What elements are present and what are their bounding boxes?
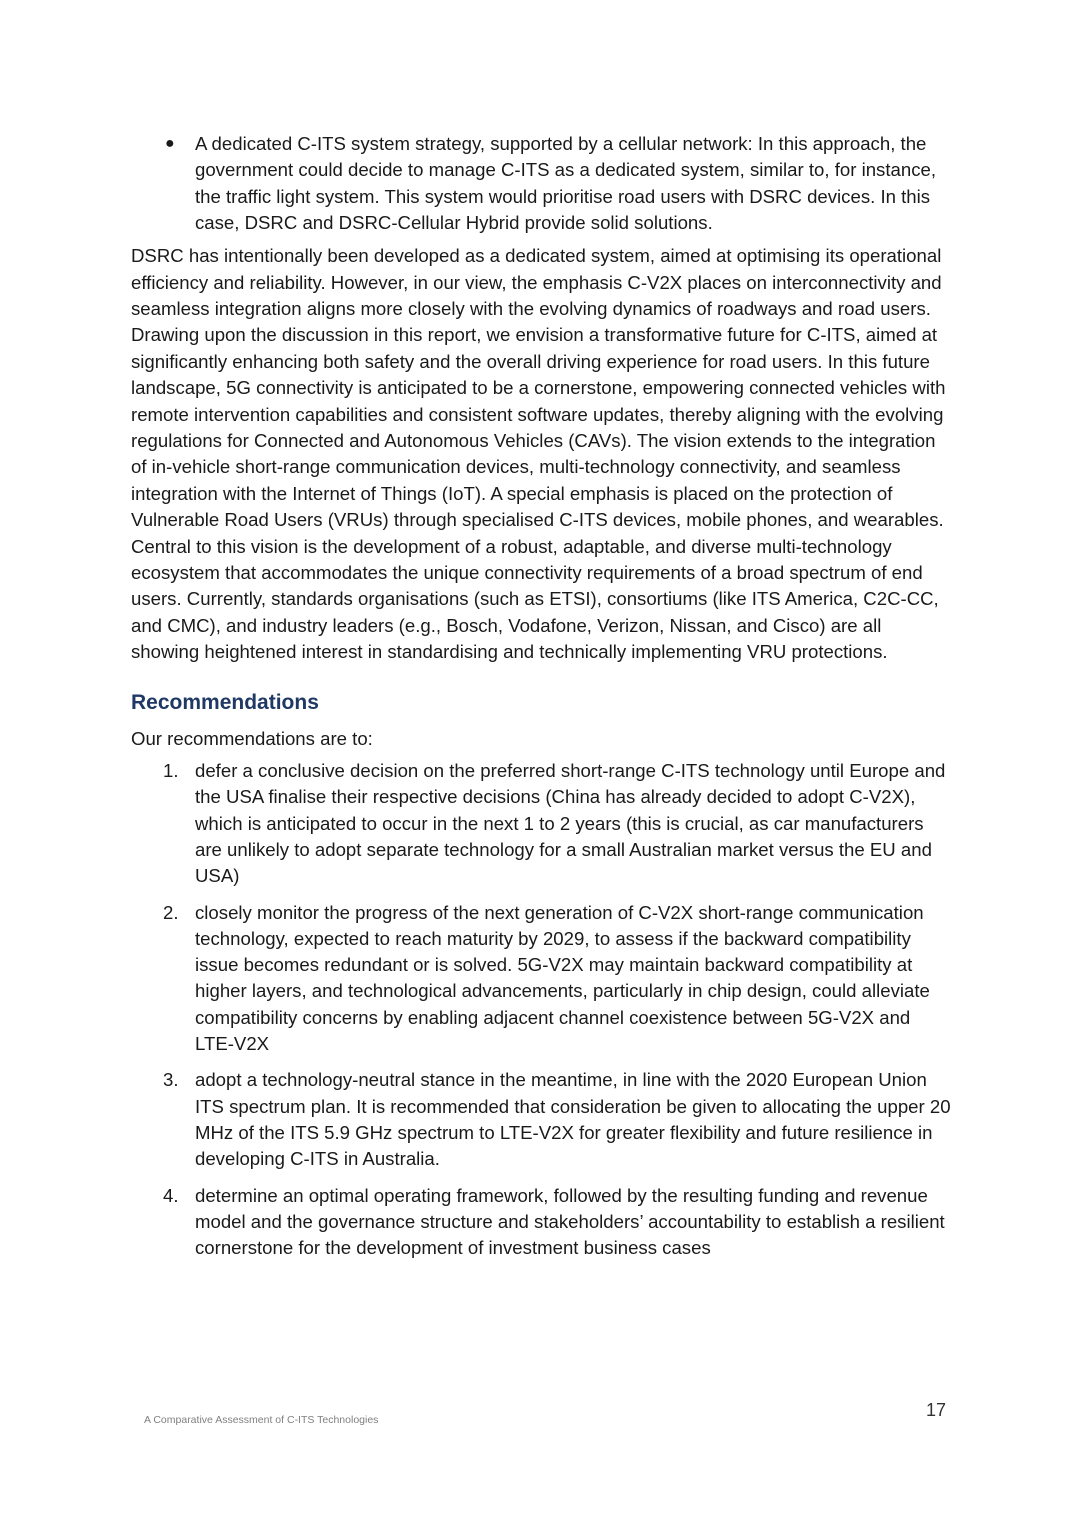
recommendation-item: [131, 1067, 953, 1172]
section-heading: Recommendations: [131, 690, 319, 714]
recommendation-text: determine an optimal operating framework, followed by the resulting funding and revenue model and the governance structure and stakeholders’ accountability to establish a resilient cornerstone for the development of investment business cases: [195, 1184, 945, 1259]
bullet-dot-icon: ●: [165, 135, 175, 152]
page-number: 17: [926, 1400, 947, 1420]
recommendation-text: closely monitor the progress of the next generation of C-V2X short-range communication technology, expected to reach maturity by 2029, to assess if the backward compatibility issue becomes redundant or is solved. 5G-V2X may maintain backward compatibility at higher layers, and technological advancements, particularly in chip design, could alleviate compatibility concerns by enabling adjacent channel coexistence between 5G-V2X and LTE-V2X: [195, 901, 930, 1055]
recommendations-list: [131, 758, 953, 1261]
body-paragraph: DSRC has intentionally been developed as a dedicated system, aimed at optimising its operational efficiency and reliability. However, in our view, the emphasis C-V2X places on interconnectivity and seamless integration aligns more closely with the evolving dynamics of roadways and road users. Drawing upon the discussion in this report, we envision a transformative future for C-ITS, aimed at significantly enhancing both safety and the overall driving experience for road users. In this future landscape, 5G connectivity is anticipated to be a cornerstone, empowering connected vehicles with remote intervention capabilities and consistent software updates, thereby aligning with the evolving regulations for Connected and Autonomous Vehicles (CAVs). The vision extends to the integration of in-vehicle short-range communication devices, multi-technology connectivity, and seamless integration with the Internet of Things (IoT). A special emphasis is placed on the protection of Vulnerable Road Users (VRUs) through specialised C-ITS devices, mobile phones, and wearables. Central to this vision is the development of a robust, adaptable, and diverse multi-technology ecosystem that accommodates the unique connectivity requirements of a broad spectrum of end users. Currently, standards organisations (such as ETSI), consortiums (like ITS America, C2C-CC, and CMC), and industry leaders (e.g., Bosch, Vodafone, Verizon, Nissan, and Cisco) are all showing heightened interest in standardising and technically implementing VRU protections.: [131, 245, 946, 663]
recommendation-text: defer a conclusive decision on the preferred short-range C-ITS technology until Europe and the USA finalise their respective decisions (China has already decided to adopt C-V2X), which is anticipated to occur in the next 1 to 2 years (this is crucial, as car manufacturers are unlikely to adopt separate technology for a small Australian market versus the EU and USA): [195, 760, 946, 887]
recommendation-number: 2.: [163, 901, 179, 923]
recommendation-item: [131, 758, 953, 889]
list-item: [131, 131, 953, 236]
recommendations-intro: Our recommendations are to:: [131, 727, 373, 749]
bullet-list: [131, 131, 953, 236]
recommendation-number: 4.: [163, 1184, 179, 1206]
recommendation-item: [131, 1183, 953, 1262]
recommendation-number: 3.: [163, 1069, 179, 1091]
recommendation-text: adopt a technology-neutral stance in the meantime, in line with the 2020 European Union ITS spectrum plan. It is recommended that consideration be given to allocating the upper 20 MHz of the ITS 5.9 GHz spectrum to LTE-V2X for greater flexibility and future resilience in developing C-ITS in Australia.: [195, 1069, 951, 1170]
recommendation-item: [131, 900, 953, 1058]
recommendation-number: 1.: [163, 760, 179, 782]
bullet-text: A dedicated C-ITS system strategy, supported by a cellular network: In this approach, the government could decide to manage C-ITS as a dedicated system, similar to, for instance, the traffic light system. This system would prioritise road users with DSRC devices. In this case, DSRC and DSRC-Cellular Hybrid provide solid solutions.: [195, 133, 937, 233]
footer-document-title: A Comparative Assessment of C-ITS Technologies: [144, 1414, 379, 1426]
page-content: [131, 131, 953, 1271]
